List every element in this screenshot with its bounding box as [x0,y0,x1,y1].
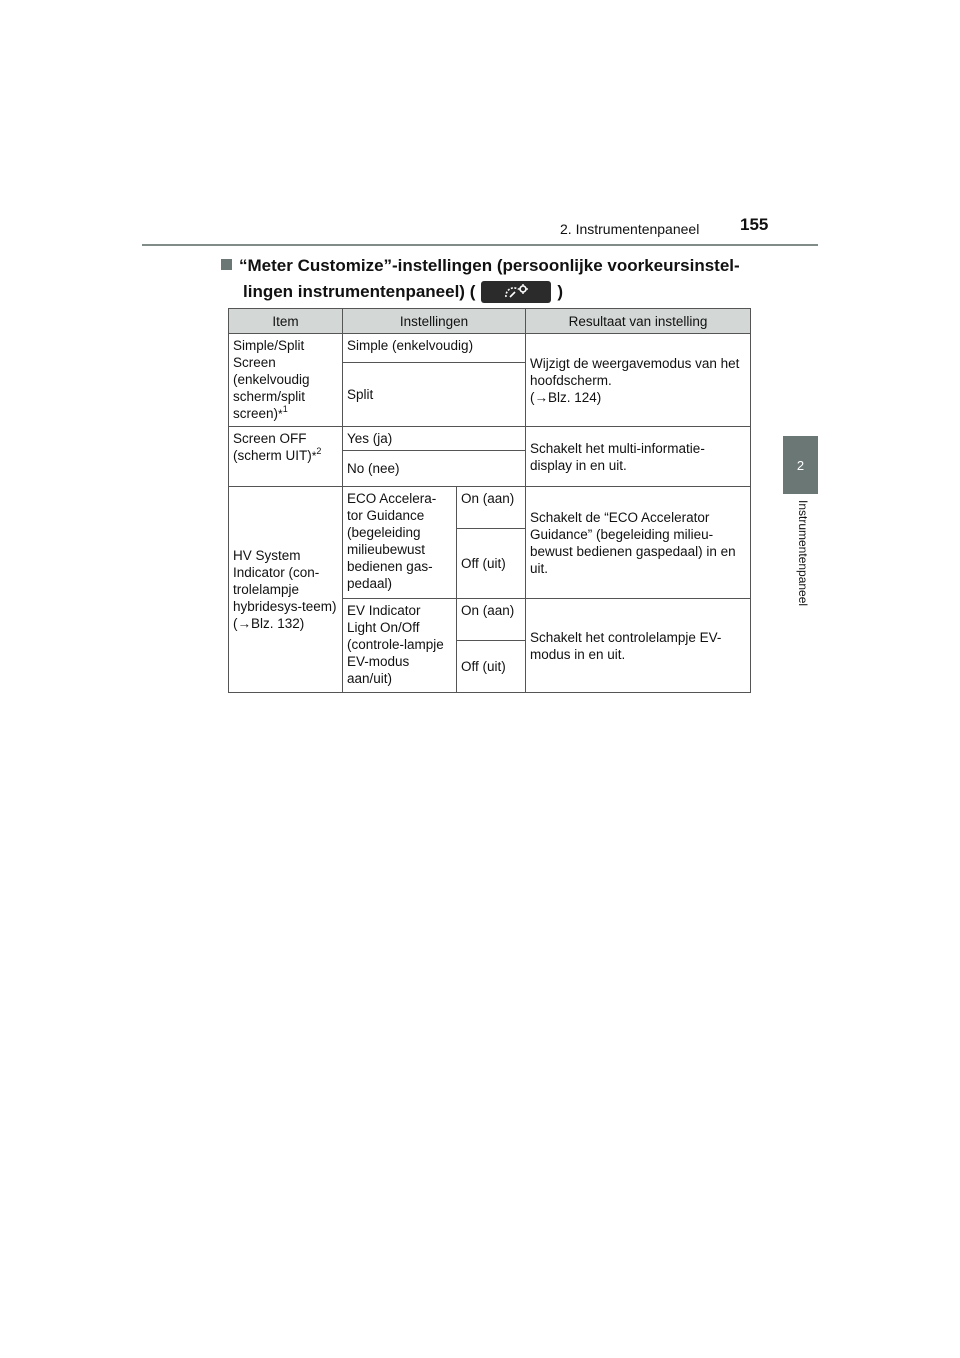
column-header-result: Resultaat van instelling [526,309,751,334]
header-rule [142,244,818,246]
item-label: HV System Indicator (con-trolelampje hybridesys-teem) [233,548,337,614]
settings-table [228,308,751,693]
footnote-star: * [311,449,317,463]
result-cell: Schakelt het multi-informatie-display in en uit. [526,427,751,487]
page-reference: (→Blz. 132) [233,616,305,631]
table-header-row [229,309,751,334]
section-title-text-3: ) [557,282,564,301]
chapter-tab: 2 [783,436,818,494]
section-title-text-2: lingen instrumentenpaneel) ( [243,282,476,301]
section-title-text-1: “Meter Customize”-instellingen (persoonlijke voorkeursinstel- [239,256,740,275]
footnote-star: * [278,407,283,421]
sub-item-cell-ev: EV Indicator Light On/Off (controle-lampje EV-modus aan/uit) [343,599,457,693]
table-row [229,427,751,451]
column-header-settings: Instellingen [343,309,526,334]
result-cell: Schakelt de “ECO Accelerator Guidance” (begeleiding milieu-bewust bedienen gaspedaal) in en uit. [526,487,751,599]
item-label: Screen OFF (scherm UIT) [233,431,312,463]
footnote-number: 2 [316,446,322,456]
chapter-header: 2. Instrumentenpaneel [560,221,700,237]
square-bullet-icon [221,259,232,270]
item-cell-screen-off [229,427,343,487]
item-cell-hv-system [229,487,343,693]
chapter-tab-label: Instrumentenpaneel [796,500,810,607]
section-title-line1 [221,254,751,277]
page-number: 155 [740,215,769,234]
meter-customize-icon [481,281,551,303]
result-text: Wijzigt de weergavemodus van het hoofdscherm. [530,355,740,388]
result-cell: Schakelt het controlelampje EV-modus in en uit. [526,599,751,693]
setting-cell: Simple (enkelvoudig) [343,334,526,363]
item-cell-simple-split [229,334,343,427]
footnote-number: 1 [282,404,288,414]
setting-cell: Off (uit) [457,529,526,599]
section-title [221,254,751,303]
item-label: Simple/Split Screen (enkelvoudig scherm/split screen) [233,338,310,421]
table-row [229,487,751,529]
sub-item-cell-eco: ECO Accelera-tor Guidance (begeleiding milieubewust bedienen gas-pedaal) [343,487,457,599]
result-cell [526,334,751,427]
table-row [229,334,751,363]
setting-cell: No (nee) [343,451,526,487]
page-reference: (→Blz. 124) [530,389,602,405]
setting-cell: Yes (ja) [343,427,526,451]
column-header-item: Item [229,309,343,334]
setting-cell: Off (uit) [457,641,526,693]
setting-cell: On (aan) [457,487,526,529]
setting-cell: Split [343,362,526,426]
section-title-line2 [221,280,751,303]
setting-cell: On (aan) [457,599,526,641]
